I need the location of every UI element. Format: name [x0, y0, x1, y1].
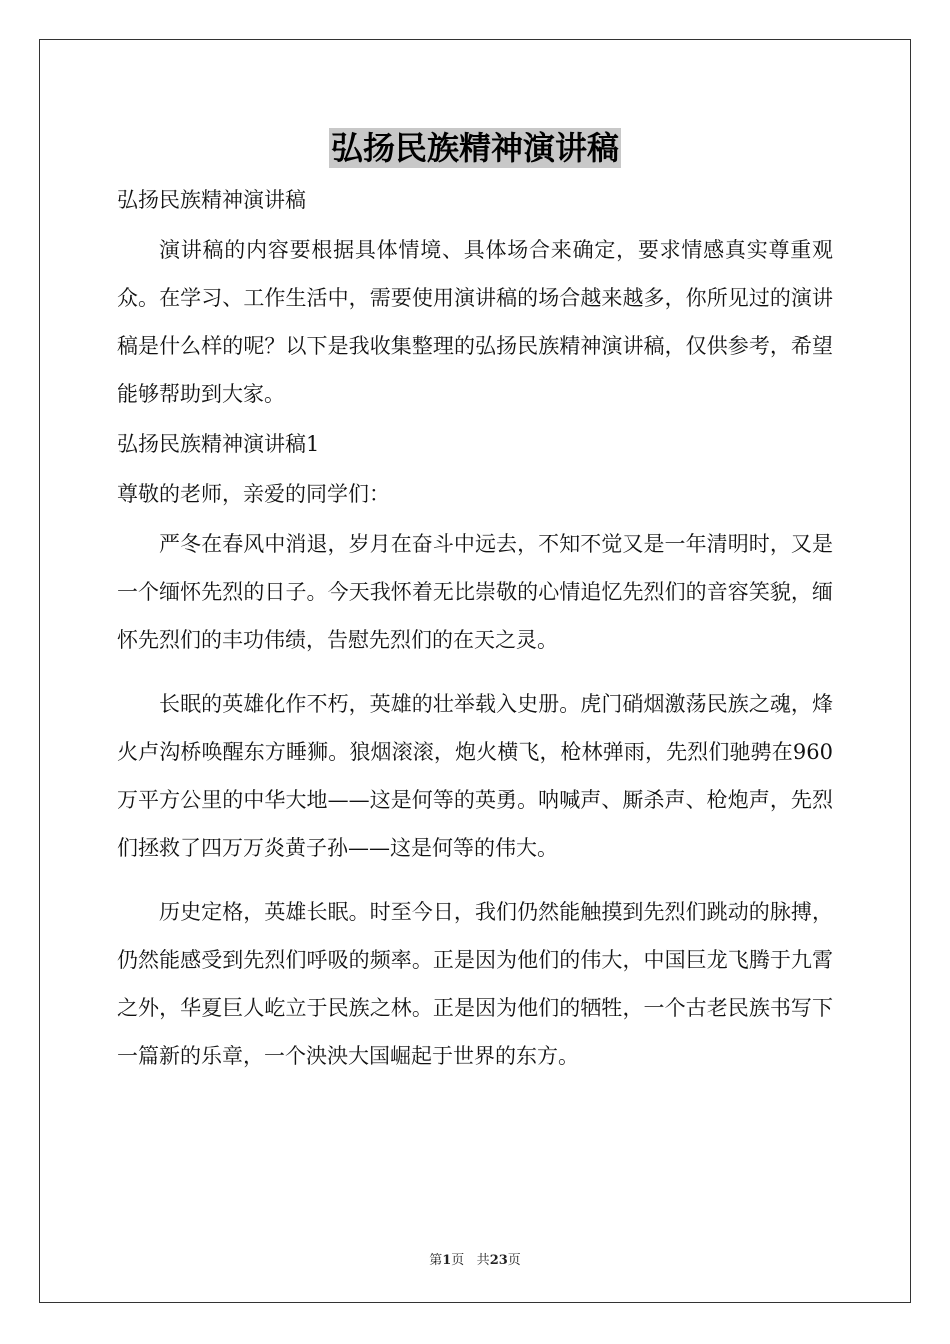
footer-prefix: 第	[429, 1253, 443, 1268]
footer-total-prefix: 共	[476, 1253, 490, 1268]
subtitle-paragraph: 弘扬民族精神演讲稿	[117, 188, 306, 212]
body-paragraph-1: 严冬在春风中消退，岁月在奋斗中远去，不知不觉又是一年清明时，又是一个缅怀先烈的日子。今天我怀着无比崇敬的心情追忆先烈们的音容笑貌，缅怀先烈们的丰功伟绩，告慰先烈们的在天之灵。	[117, 532, 833, 652]
document-title-text: 弘扬民族精神演讲稿	[330, 129, 619, 167]
salutation-paragraph: 尊敬的老师，亲爱的同学们：	[117, 482, 390, 506]
page-footer	[0, 1249, 950, 1268]
footer-total-suffix: 页	[507, 1253, 521, 1268]
document-title	[0, 128, 950, 168]
footer-page-suffix: 页	[451, 1253, 465, 1268]
body-paragraph-3: 历史定格，英雄长眠。时至今日，我们仍然能触摸到先烈们跳动的脉搏，仍然能感受到先烈们呼吸的频率。正是因为他们的伟大，中国巨龙飞腾于九霄之外，华夏巨人屹立于民族之林。正是因为他们的牺牲，一个古老民族书写下一篇新的乐章，一个泱泱大国崛起于世界的东方。	[117, 900, 833, 1068]
section-heading: 弘扬民族精神演讲稿1	[117, 432, 320, 456]
intro-paragraph: 演讲稿的内容要根据具体情境、具体场合来确定，要求情感真实尊重观众。在学习、工作生活中，需要使用演讲稿的场合越来越多，你所见过的演讲稿是什么样的呢？以下是我收集整理的弘扬民族精神演讲稿，仅供参考，希望能够帮助到大家。	[117, 238, 833, 406]
footer-total-pages: 23	[489, 1253, 508, 1268]
body-paragraph-2: 长眠的英雄化作不朽，英雄的壮举载入史册。虎门硝烟激荡民族之魂，烽火卢沟桥唤醒东方睡狮。狼烟滚滚，炮火横飞，枪林弹雨，先烈们驰骋在960万平方公里的中华大地——这是何等的英勇。呐喊声、厮杀声、枪炮声，先烈们拯救了四万万炎黄子孙——这是何等的伟大。	[117, 692, 833, 860]
document-body	[117, 176, 833, 1080]
footer-current-page: 1	[442, 1253, 452, 1268]
